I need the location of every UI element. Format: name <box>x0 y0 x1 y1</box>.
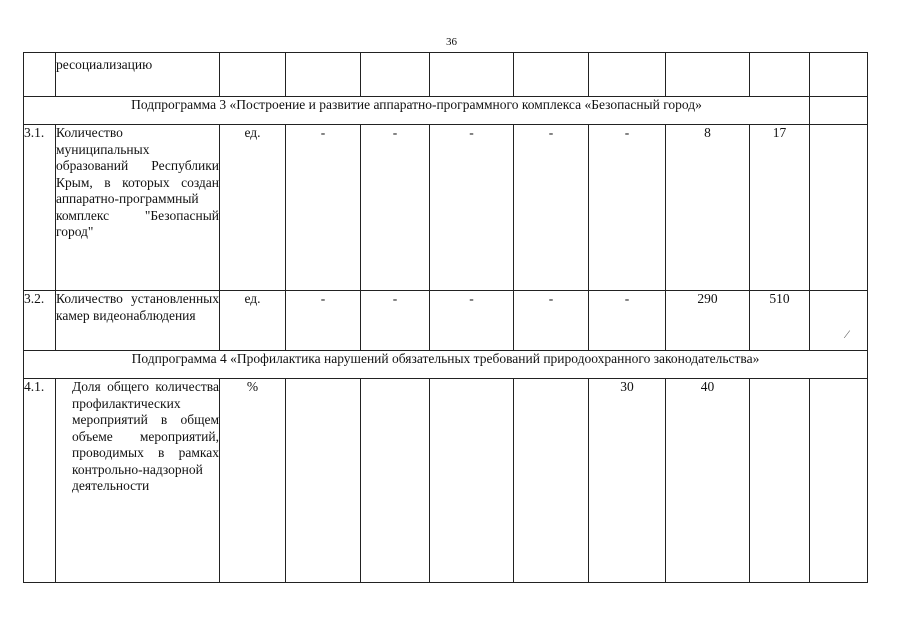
cell-number: 4.1. <box>24 379 56 583</box>
cell-empty <box>810 97 868 125</box>
cell-value: 290 <box>666 291 750 351</box>
cell-number <box>24 53 56 97</box>
cell-unit: ед. <box>220 125 286 291</box>
table-row <box>24 125 868 291</box>
cell-number: 3.1. <box>24 125 56 291</box>
cell-empty <box>286 53 361 97</box>
cell-indicator-name: Доля общего количества профилактических мероприятий в общем объеме мероприятий, проводимых в рамках контрольно-надзорной деятельности <box>56 379 220 583</box>
cell-value: - <box>286 291 361 351</box>
cell-value: - <box>514 125 589 291</box>
cell-empty <box>810 53 868 97</box>
cell-value <box>361 379 430 583</box>
section-title-subprogram-4: Подпрограмма 4 «Профилактика нарушений обязательных требований природоохранного законодательства» <box>24 351 868 379</box>
page-number: 36 <box>446 36 457 48</box>
cell-value: - <box>430 291 514 351</box>
cell-value: 8 <box>666 125 750 291</box>
cell-value <box>286 379 361 583</box>
cell-indicator-name: Количество установленных камер видеонаблюдения <box>56 291 220 351</box>
cell-value <box>810 125 868 291</box>
cell-empty <box>430 53 514 97</box>
cell-value: - <box>589 125 666 291</box>
indicators-table <box>23 52 868 583</box>
section-row <box>24 97 868 125</box>
cell-value: - <box>589 291 666 351</box>
section-title-subprogram-3: Подпрограмма 3 «Построение и развитие аппаратно-программного комплекса «Безопасный город» <box>24 97 810 125</box>
cell-indicator-name: ресоциализацию <box>56 53 220 97</box>
cell-unit: % <box>220 379 286 583</box>
cell-value: - <box>361 291 430 351</box>
cell-value: 30 <box>589 379 666 583</box>
cell-value: - <box>286 125 361 291</box>
table-row <box>24 379 868 583</box>
cell-empty <box>361 53 430 97</box>
cell-empty <box>750 53 810 97</box>
pen-mark: ⁄ <box>846 327 849 341</box>
cell-indicator-name: Количество муниципальных образований Республики Крым, в которых создан аппаратно-программный комплекс "Безопасный город" <box>56 125 220 291</box>
table-row <box>24 291 868 351</box>
cell-value <box>810 291 868 351</box>
cell-value: - <box>514 291 589 351</box>
cell-value <box>514 379 589 583</box>
cell-value: - <box>361 125 430 291</box>
cell-empty <box>589 53 666 97</box>
cell-value: 40 <box>666 379 750 583</box>
cell-value: 510 <box>750 291 810 351</box>
cell-value <box>810 379 868 583</box>
section-row <box>24 351 868 379</box>
cell-value: 17 <box>750 125 810 291</box>
cell-value <box>430 379 514 583</box>
cell-number: 3.2. <box>24 291 56 351</box>
cell-empty <box>220 53 286 97</box>
cell-value <box>750 379 810 583</box>
cell-empty <box>666 53 750 97</box>
cell-unit: ед. <box>220 291 286 351</box>
cell-value: - <box>430 125 514 291</box>
cell-empty <box>514 53 589 97</box>
table-row <box>24 53 868 97</box>
